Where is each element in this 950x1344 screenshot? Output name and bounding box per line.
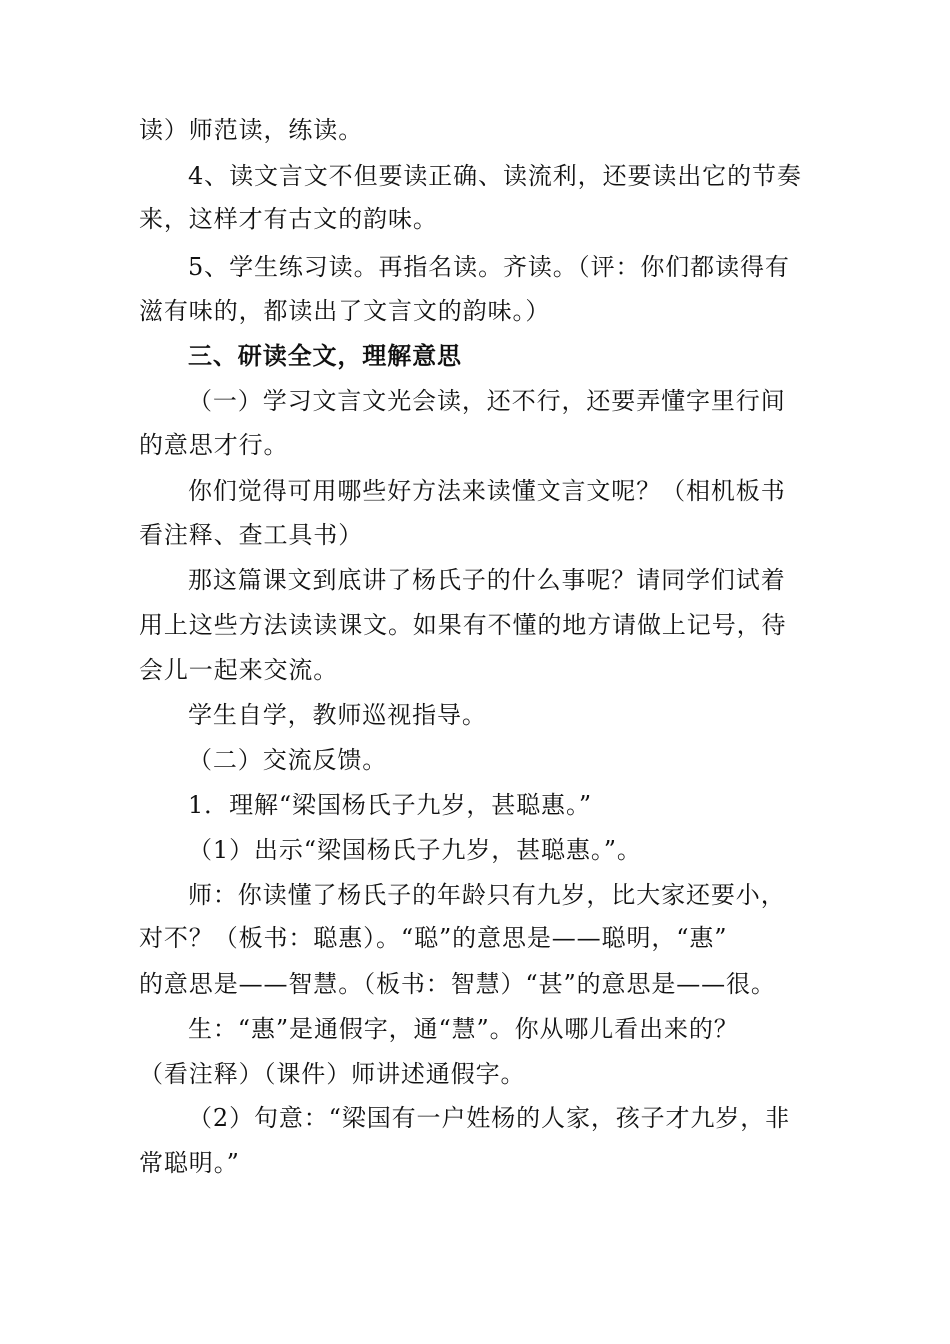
text-line: 师：你读懂了杨氏子的年龄只有九岁，比大家还要小， <box>188 881 786 909</box>
text-line: 4、读文言文不但要读正确、读流利，还要读出它的节奏 <box>188 162 802 190</box>
text-line: 1．理解“梁国杨氏子九岁，甚聪惠。” <box>188 791 593 819</box>
text-line: （1）出示“梁国杨氏子九岁，甚聪惠。”。 <box>188 836 642 864</box>
text-line: （看注释）（课件）师讲述通假字。 <box>139 1060 526 1088</box>
text-line: 滋有味的，都读出了文言文的韵味。） <box>139 297 551 325</box>
text-line: （一）学习文言文光会读，还不行，还要弄懂字里行间 <box>188 387 786 415</box>
text-line: 的意思才行。 <box>139 431 289 459</box>
text-line: 会儿一起来交流。 <box>139 656 339 684</box>
text-line: 看注释、查工具书） <box>139 521 364 549</box>
section-heading: 三、研读全文，理解意思 <box>188 342 462 370</box>
text-line: 常聪明。” <box>139 1149 240 1177</box>
text-line: （2）句意：“梁国有一户姓杨的人家，孩子才九岁，非 <box>188 1104 791 1132</box>
text-line: 对不？（板书：聪惠）。“聪”的意思是——聪明，“惠” <box>139 924 728 952</box>
text-line: 那这篇课文到底讲了杨氏子的什么事呢？请同学们试着 <box>188 566 786 594</box>
text-line: 学生自学，教师巡视指导。 <box>188 701 487 729</box>
text-line: 你们觉得可用哪些好方法来读懂文言文呢？（相机板书 <box>188 477 786 505</box>
text-line: 生：“惠”是通假字，通“慧”。你从哪儿看出来的？ <box>188 1015 739 1043</box>
text-line: 5、学生练习读。再指名读。齐读。（评：你们都读得有 <box>188 253 790 281</box>
text-line: 来，这样才有古文的韵味。 <box>139 205 438 233</box>
text-line: 读）师范读，练读。 <box>139 116 364 144</box>
text-line: （二）交流反馈。 <box>188 746 388 774</box>
text-line: 用上这些方法读读课文。如果有不懂的地方请做上记号，待 <box>139 611 787 639</box>
text-line: 的意思是——智慧。（板书：智慧）“甚”的意思是——很。 <box>139 970 776 998</box>
